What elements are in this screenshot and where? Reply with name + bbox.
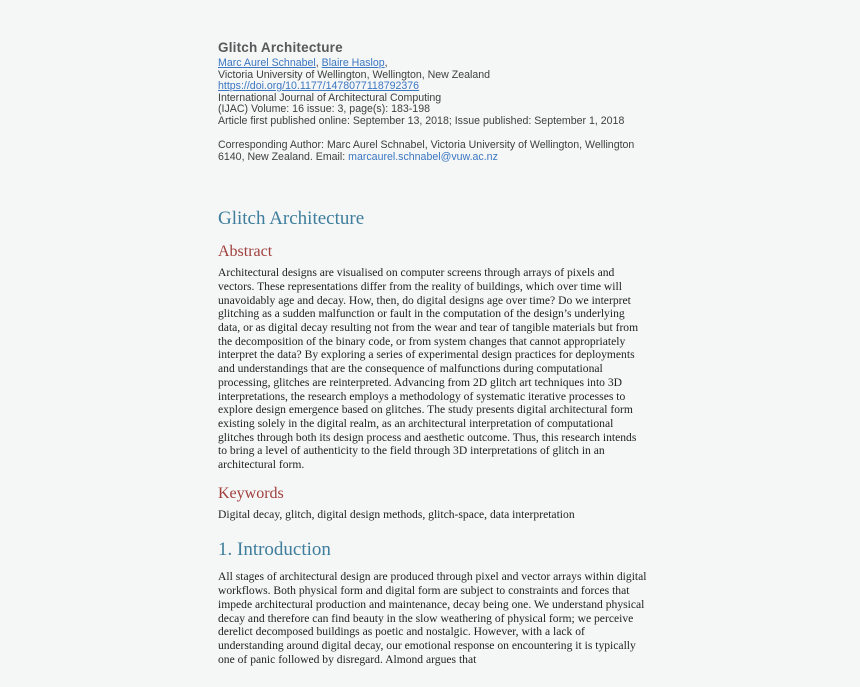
meta-article-title: Glitch Architecture [218,40,343,55]
article-title: Glitch Architecture [218,208,365,230]
author-link-blaire-haslop[interactable]: Blaire Haslop [321,57,385,69]
author-line [218,58,648,70]
affiliation-line: Victoria University of Wellington, Wellington, New Zealand [218,68,491,81]
introduction-heading: 1. Introduction [218,539,331,561]
author-trailing-comma: , [384,57,388,69]
introduction-text: All stages of architectural design are produced through pixel and vector arrays within digital workflows. Both physical form and digital form are subject to constraints and forces that impede architectural production and maintenance, decay being one. We understand physical decay and therefore can find beauty in the slow weathering of physical form; we perceive derelict decomposed buildings as poetic and nostalgic. However, with a lack of understanding around digital decay, our emotional response on encountering it is typically one of panic followed by disregard. Almond argues that [218,570,647,666]
doi-line [218,81,648,93]
keywords-text: Digital decay, glitch, digital design methods, glitch-space, data interpretation [218,507,575,521]
author-separator: , [315,57,322,69]
author-link-marc-aurel-schnabel[interactable]: Marc Aurel Schnabel [218,57,316,69]
doi-link[interactable]: https://doi.org/10.1177/1478077118792376 [218,80,420,92]
email-link[interactable]: marcaurel.schnabel@vuw.ac.nz [348,150,498,163]
corresponding-author-line [218,140,648,163]
abstract-text: Architectural designs are visualised on computer screens through arrays of pixels and vectors. These representations differ from the reality of buildings, which over time will unavoidably age and decay. How, then, do digital designs age over time? Do we interpret glitching as a sudden malfunction or fault in the computation of the design’s underlying data, or as digital decay resulting not from the wear and tear of tangible materials but from the decomposition of the binary code, or from system changes that cannot appropriately interpret the data? By exploring a series of experimental design practices for deployments and understandings that are the consequence of malfunctions during computational processing, glitches are reinterpreted. Advancing from 2D glitch art techniques into 3D interpretations, the research employs a methodology of systematic iterative processes to explore design emergence based on glitches. The study presents digital architectural form existing solely in the digital realm, as an architectural interpretation of computational glitches through both its design process and aesthetic outcome. Thus, this research intends to bring a level of authenticity to the field through 3D interpretations of glitch in an architectural form. [218,266,639,472]
article-body [218,208,648,666]
journal-name: International Journal of Architectural Computing [218,91,442,104]
abstract-heading: Abstract [218,243,273,261]
publish-dates-info: Article first published online: September 13, 2018; Issue published: September 1, 2018 [218,114,625,127]
article-meta-header [218,40,648,163]
keywords-heading: Keywords [218,484,284,502]
volume-issue-info: (IJAC) Volume: 16 issue: 3, page(s): 183-198 [218,103,430,115]
page-content [218,40,648,666]
corresponding-author-text: Corresponding Author: Marc Aurel Schnabel, Victoria University of Wellington, Wellington 6140, New Zealand. Email: [218,139,635,163]
